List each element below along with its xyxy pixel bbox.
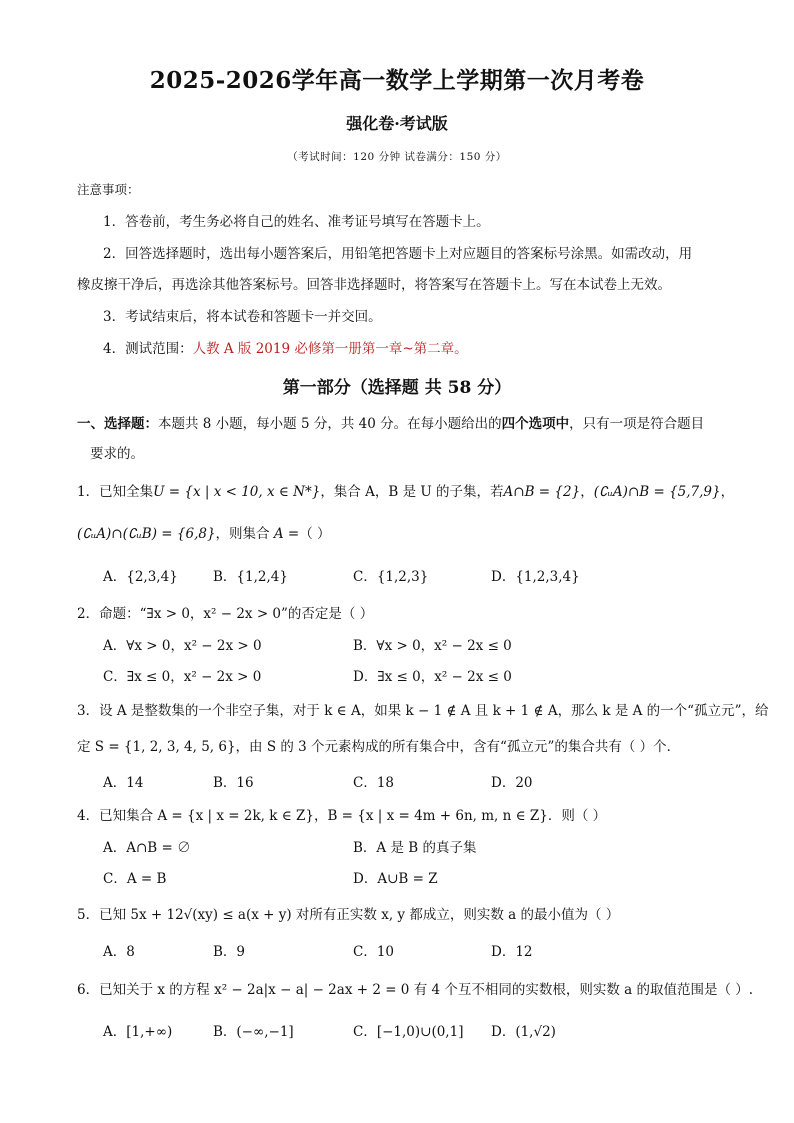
q1-stem-b: ，集合 A，B 是 U 的子集，若 [320, 484, 504, 500]
instruction-bold: 四个选项中 [501, 416, 570, 432]
q2-option-c: C．∃x ≤ 0，x² − 2x > 0 [103, 669, 262, 685]
q5-option-c: C．10 [353, 944, 395, 960]
exam-info: （考试时间：120 分钟 试卷满分：150 分） [287, 151, 507, 163]
q4-option-a: A．A∩B = ∅ [103, 840, 191, 856]
q1-line-2 [77, 524, 331, 544]
q2-stem: 2．命题：“∃x > 0，x² − 2x > 0”的否定是（ ） [77, 606, 374, 622]
q1-blank: （ ） [299, 526, 331, 542]
q1-universal-set: U = {x | x < 10, x ∈ N*} [153, 484, 321, 500]
q1-line-1 [77, 482, 734, 502]
q5-option-d: D．12 [491, 944, 533, 960]
q1-cond-2: (∁ᵤA)∩B = {5,7,9} [593, 484, 721, 500]
q4-option-d: D．A∪B = Z [353, 871, 438, 887]
note-2-cont: 橡皮擦干净后，再选涂其他答案标号。回答非选择题时，将答案写在答题卡上。写在本试卷上无效。 [77, 277, 671, 293]
q1-sep-2: ， [720, 484, 735, 500]
q6-option-a: A．[1,+∞) [103, 1024, 173, 1040]
q6-option-d: D．(1,√2) [491, 1024, 556, 1040]
q5-option-a: A．8 [103, 944, 135, 960]
instruction-line-2: 要求的。 [90, 446, 144, 462]
q3-option-b: B．16 [213, 775, 254, 791]
q3-option-a: A．14 [103, 775, 144, 791]
note-1: 1．答卷前，考生务必将自己的姓名、准考证号填写在答题卡上。 [103, 214, 490, 230]
q1-target: A = [273, 526, 300, 542]
q3-line-2: 定 S = {1, 2, 3, 4, 5, 6}，由 S 的 3 个元素构成的所有集合中，含有“孤立元”的集合共有（ ）个． [77, 739, 681, 755]
q2-option-d: D．∃x ≤ 0，x² − 2x ≤ 0 [353, 669, 512, 685]
q3-line-1: 3．设 A 是整数集的一个非空子集，对于 k ∈ A，如果 k − 1 ∉ A 且 k + 1 ∉ A，那么 k 是 A 的一个“孤立元”，给 [77, 703, 769, 719]
instruction-main: 本题共 8 小题，每小题 5 分，共 40 分。在每小题给出的 [158, 416, 502, 432]
q1-option-d: D．{1,2,3,4} [491, 569, 580, 585]
q6-option-c: C．[−1,0)∪(0,1] [353, 1024, 464, 1040]
instruction-prefix: 一、选择题： [77, 416, 158, 432]
exam-title: 2025-2026学年高一数学上学期第一次月考卷 [149, 67, 645, 94]
q1-cond-3: (∁ᵤA)∩(∁ᵤB) = {6,8} [77, 526, 216, 542]
q4-option-b: B．A 是 B 的真子集 [353, 840, 477, 856]
note-2: 2．回答选择题时，选出每小题答案后，用铅笔把答题卡上对应题目的答案标号涂黑。如需改动，用 [103, 246, 693, 262]
section-title: 第一部分（选择题 共 58 分） [282, 378, 512, 398]
q5-option-b: B．9 [213, 944, 246, 960]
q2-option-b: B．∀x > 0，x² − 2x ≤ 0 [353, 638, 512, 654]
q2-option-a: A．∀x > 0，x² − 2x > 0 [103, 638, 262, 654]
q1-option-a: A．{2,3,4} [103, 569, 178, 585]
notes-heading: 注意事项： [77, 182, 140, 197]
q1-option-c: C．{1,2,3} [353, 569, 429, 585]
note-4 [103, 339, 468, 359]
q1-cond-1: A∩B = {2} [503, 484, 581, 500]
q1-stem-c: ，则集合 [215, 526, 270, 542]
section-instruction [77, 414, 704, 434]
q3-option-c: C．18 [353, 775, 395, 791]
instruction-tail: ，只有一项是符合题目 [569, 416, 705, 432]
q6-option-b: B．(−∞,−1] [213, 1024, 294, 1040]
q1-stem-a: 1．已知全集 [77, 484, 154, 500]
q4-option-c: C．A = B [103, 871, 167, 887]
q1-option-b: B．{1,2,4} [213, 569, 288, 585]
note-4-prefix: 4．测试范围： [103, 341, 193, 357]
q4-stem: 4．已知集合 A = {x | x = 2k, k ∈ Z}，B = {x | x = 4m + 6n, m, n ∈ Z}．则（ ） [77, 808, 607, 824]
note-3: 3．考试结束后，将本试卷和答题卡一并交回。 [103, 309, 382, 325]
q5-stem: 5．已知 5x + 12√(xy) ≤ a(x + y) 对所有正实数 x, y 都成立，则实数 a 的最小值为（ ） [77, 907, 620, 923]
q1-sep-1: ， [580, 484, 594, 500]
note-4-scope: 人教 A 版 2019 必修第一册第一章~第二章。 [192, 341, 468, 357]
exam-subtitle: 强化卷·考试版 [346, 114, 448, 133]
q3-option-d: D．20 [491, 775, 533, 791]
q6-stem: 6．已知关于 x 的方程 x² − 2a|x − a| − 2ax + 2 = 0 有 4 个互不相同的实数根，则实数 a 的取值范围是（ ）. [77, 982, 754, 998]
